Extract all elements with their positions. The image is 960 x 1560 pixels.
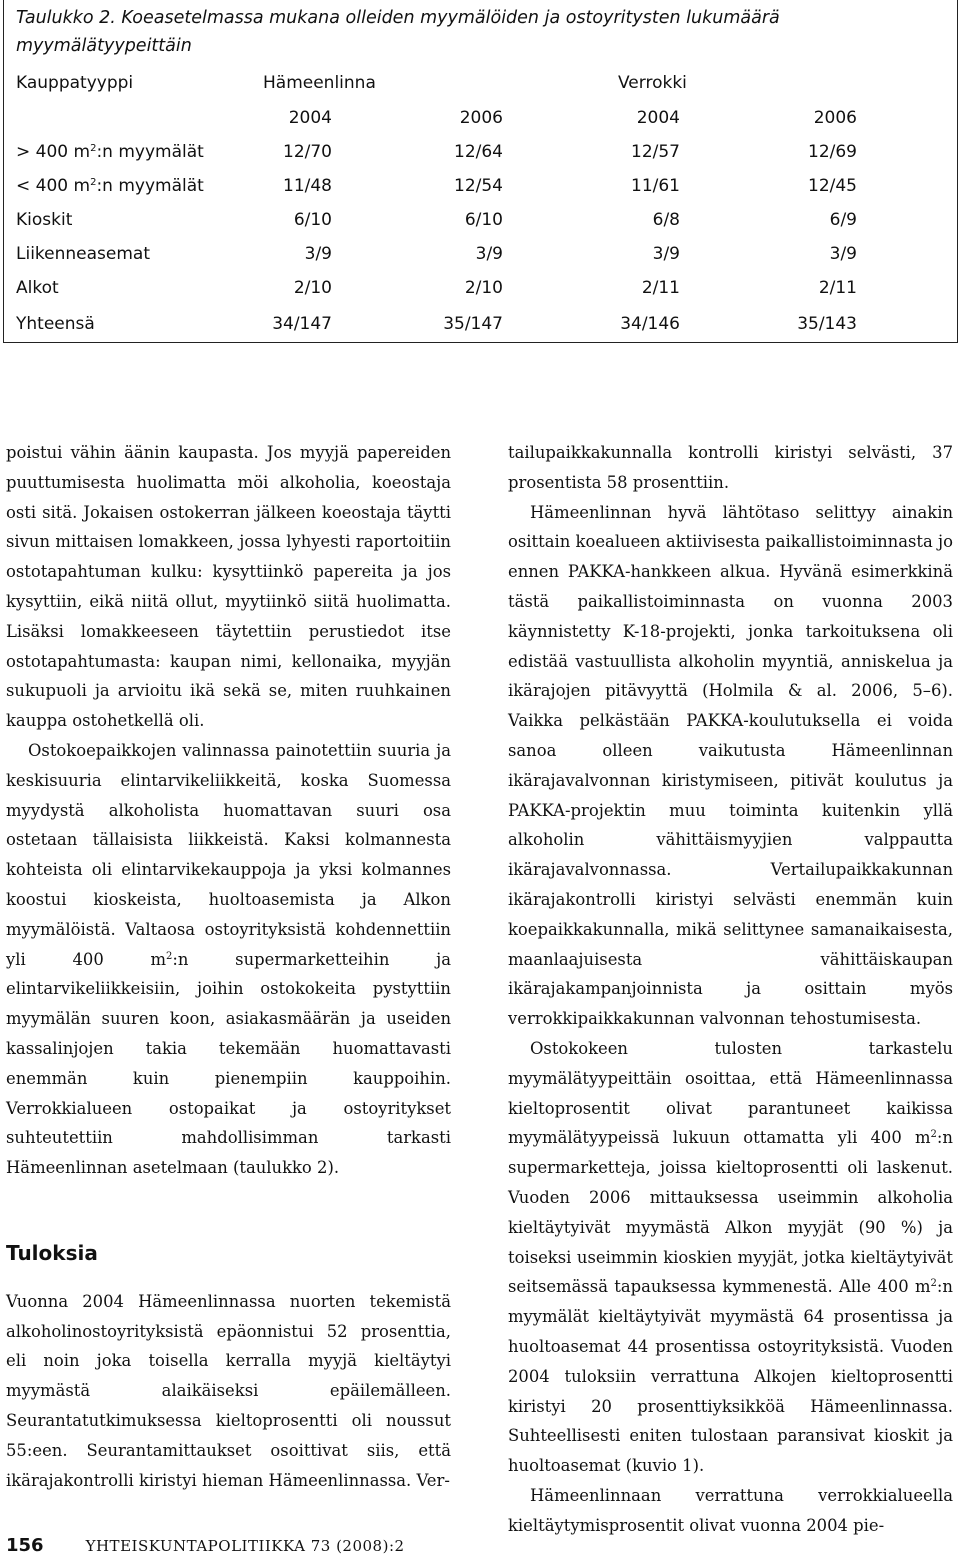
table-cell: 11/61	[631, 176, 680, 196]
paragraph: Ostokokeen tulosten tarkastelu myymälätyypeittäin osoittaa, että Hämeenlinnassa kieltoprosentit olivat parantuneet kaikissa myymälätyypeissä lukuun ottamatta yli 400 $m^2:n$ supermarketteja, joissa kieltoprosentti oli laskenut. Vuoden 2006 mittauksessa useimmin alkoholia kieltäytyivät myymästä Alkon myyjät (90 %) ja toiseksi useimmin kioskien myyjät, jotka kieltäytyivät seitsemässä tapauksessa kymmenestä. Alle 400 $m^2:n$ myymälät kieltäytyivät myymästä 64 prosentissa ja huoltoasemat 44 prosentissa ostoyrityksistä. Vuoden 2004 tuloksiin verrattuna Alkojen kieltoprosentti kiristyi 20 prosenttiyksikköä Hämeenlinnassa. Suhteellisesti eniten tulostaan paransivat kioskit ja huoltoasemat (kuvio 1).	[508, 1038, 953, 1476]
row-label: > 400 $m^2:n$ myymälät	[16, 142, 204, 162]
table-2	[3, 0, 958, 343]
table-cell: 12/45	[808, 176, 857, 196]
table-cell: 6/10	[464, 210, 503, 230]
table-cell: 2/10	[293, 278, 332, 298]
page-footer	[6, 1535, 405, 1557]
page-number: 156	[6, 1535, 44, 1556]
table-cell: 12/69	[808, 142, 857, 162]
table-cell: 3/9	[829, 244, 857, 264]
row-label: Alkot	[16, 278, 59, 298]
paragraph: poistui vähin äänin kaupasta. Jos myyjä papereiden puuttumisesta huolimatta möi alkoholia, koeostaja osti sitä. Jokaisen ostokerran jälkeen koeostaja täytti sivun mittaisen lomakkeen, jossa lyhyesti raportoitiin ostotapahtuman kulku: kysyttiinkö papereita ja jos kysyttiin, eikä niitä ollut, myytiinkö siitä huolimatta. Lisäksi lomakkeeseen täytettiin perustiedot itse ostotapahtumasta: kaupan nimi, kellonaika, myyjän sukupuoli ja arvioitu ikä sekä se, miten ruuhkainen kauppa ostohetkellä oli.	[6, 443, 451, 731]
table-cell: 12/64	[454, 142, 503, 162]
table-cell: 12/54	[454, 176, 503, 196]
table-cell: 6/10	[293, 210, 332, 230]
row-label: Liikenneasemat	[16, 244, 150, 264]
table-cell: 11/48	[283, 176, 332, 196]
row-label: Yhteensä	[16, 314, 95, 334]
table-cell: 2/10	[464, 278, 503, 298]
journal-name: YHTEISKUNTAPOLITIIKKA 73 (2008):2	[85, 1537, 405, 1555]
paragraph: tailupaikkakunnalla kontrolli kiristyi selvästi, 37 prosentista 58 prosenttiin.	[508, 443, 953, 492]
table-cell: 35/147	[443, 314, 503, 334]
row-label: < 400 $m^2:n$ myymälät	[16, 176, 204, 196]
table-cell: 3/9	[475, 244, 503, 264]
year-header: 2004	[288, 108, 332, 128]
table-caption: Taulukko 2. Koeasetelmassa mukana olleiden myymälöiden ja ostoyritysten lukumäärä myymälätyypeittäin	[16, 8, 780, 56]
table-cell: 34/146	[620, 314, 680, 334]
section-heading: Tuloksia	[6, 1240, 98, 1265]
paragraph: Hämeenlinnaan verrattuna verrokkialueella kieltäytymisprosentit olivat vuonna 2004 pie-	[508, 1485, 953, 1535]
left-column	[6, 438, 451, 1495]
table-cell: 3/9	[652, 244, 680, 264]
paragraph: Vuonna 2004 Hämeenlinnassa nuorten tekemistä alkoholinostoyrityksistä epäonnistui 52 prosenttia, eli noin joka toisella kerralla myyjä kieltäytyi myymästä alaikäiseksi epäilemälleen. Seurantatutkimuksessa kieltoprosentti oli noussut 55:een. Seurantamittaukset osoittivat siis, että ikärajakontrolli kiristyi hieman Hämeenlinnassa. Ver-	[6, 1291, 451, 1490]
table-cell: 12/57	[631, 142, 680, 162]
year-header: 2004	[636, 108, 680, 128]
paragraph: Ostokoepaikkojen valinnassa painotettiin suuria ja keskisuuria elintarvikeliikkeitä, koska Suomessa myydystä alkoholista huomattavan suuri osa ostetaan tällaisista liikkeistä. Kaksi kolmannesta kohteista oli elintarvikekauppoja ja yksi kolmannes koostui kioskeista, huoltoasemista ja Alkon myymälöistä. Valtaosa ostoyrityksistä kohdennettiin yli 400 $m^2:n$ supermarketteihin ja elintarvikeliikkeisiin, joihin ostokokeita pystyttiin myymälän suuren koon, asiakasmäärän ja useiden kassalinjojen takia tekemään huomattavasti enemmän kuin pienempiin kauppoihin. Verrokkialueen ostopaikat ja ostoyritykset suhteutettiin mahdollisimman tarkasti Hämeenlinnan asetelmaan (taulukko 2).	[6, 740, 451, 1178]
row-label: Kioskit	[16, 210, 73, 230]
table-cell: 12/70	[283, 142, 332, 162]
table-cell: 2/11	[818, 278, 857, 298]
table-cell: 2/11	[641, 278, 680, 298]
table-cell: 34/147	[272, 314, 332, 334]
paragraph: Hämeenlinnan hyvä lähtötaso selittyy ainakin osittain koealueen aktiivisesta paikallistoiminnasta jo ennen PAKKA-hankkeen alkua. Hyvänä esimerkkinä tästä paikallistoiminnasta on vuonna 2003 käynnistetty K-18-projekti, jonka tarkoituksena oli edistää vastuullista alkoholin myyntiä, anniskelua ja ikärajojen pitävyyttä (Holmila & al. 2006, 5–6). Vaikka pelkästään PAKKA-koulutuksella ei voida sanoa olleen vaikutusta Hämeenlinnan ikärajavalvonnan kiristymiseen, pitivät koulutus ja PAKKA-projektin muu toiminta kuitenkin yllä alkoholin vähittäismyyjien valppautta ikärajavalvonnassa. Vertailupaikkakunnan ikärajakontrolli kiristyi selvästi enemmän kuin koepaikkakunnalla, mikä selittynee samanaikaisesta, maanlaajuisesta vähittäiskaupan ikärajakampanjoinnista ja osittain myös verrokkipaikkakunnan valvonnan tehostumisesta.	[508, 502, 953, 1029]
column-header-kauppatyyppi: Kauppatyyppi	[16, 73, 134, 93]
year-header: 2006	[459, 108, 503, 128]
table-cell: 3/9	[304, 244, 332, 264]
table-cell: 35/143	[797, 314, 857, 334]
column-group-hameenlinna: Hämeenlinna	[263, 73, 376, 93]
right-column	[508, 438, 953, 1540]
column-group-verrokki: Verrokki	[618, 73, 687, 93]
table-cell: 6/9	[829, 210, 857, 230]
year-header: 2006	[813, 108, 857, 128]
table-cell: 6/8	[652, 210, 680, 230]
